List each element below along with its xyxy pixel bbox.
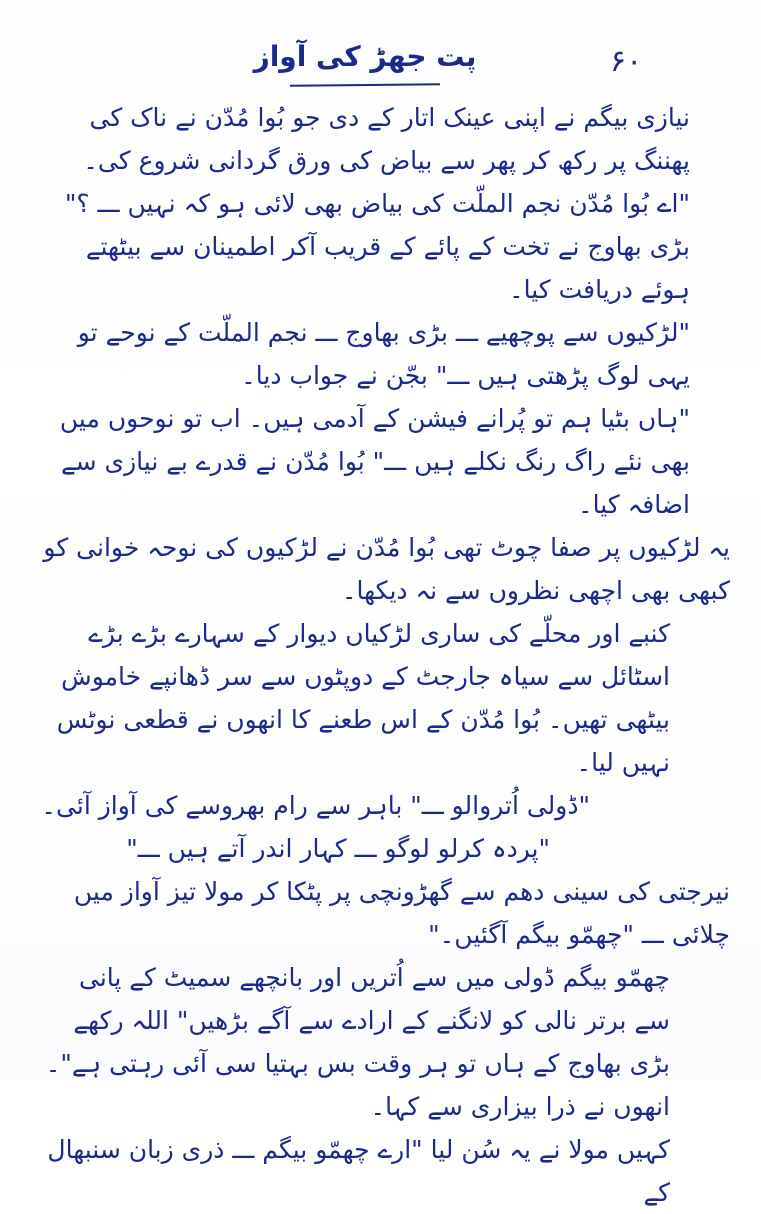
paragraph-5: یہ لڑکیوں پر صفا چوٹ تھی بُوا مُدّن نے لڑکیوں کی نوحہ خوانی کو کبھی بھی اچھی نظروں سے نہ دیکھا۔ bbox=[43, 533, 730, 605]
paragraph-10: چھمّو بیگم ڈولی میں سے اُتریں اور بانچھے سمیٹ کے پانی سے برتر نالی کو لانگنے کے ارادے سے آگے بڑھیں" اللہ رکھے بڑی بھاوج کے ہاں تو ہر وقت بس بہتیا سی آئی رہتی ہے"۔ انھوں نے ذرا بیزاری سے کہا۔ bbox=[45, 963, 670, 1121]
handwritten-text-body bbox=[40, 96, 730, 1214]
paragraph-2: "اے بُوا مُدّن نجم الملّت کی بیاض بھی لائی ہو کہ نہیں ـــ ؟" بڑی بھاوج نے تخت کے پائے کے قریب آکر اطمینان سے بیٹھتے ہوئے دریافت کیا۔ bbox=[64, 189, 690, 304]
paragraph-6: کنبے اور محلّے کی ساری لڑکیاں دیوار کے سہارے بڑے بڑے اسٹائل سے سیاہ جارجٹ کے دوپٹوں سے سر ڈھانپے خاموش بیٹھی تھیں۔ بُوا مُدّن کے اس طعنے کا انھوں نے قطعی نوٹس نہیں لیا۔ bbox=[56, 619, 670, 777]
paragraph-8: "پردہ کرلو لوگو ـــ کہار اندر آتے ہیں ـــ" bbox=[126, 834, 550, 863]
title-underline bbox=[290, 83, 440, 87]
paragraph-3: "لڑکیوں سے پوچھیے ـــ بڑی بھاوج ـــ نجم الملّت کے نوحے تو یہی لوگ پڑھتی ہیں ـــ" بجّن نے جواب دیا۔ bbox=[77, 318, 690, 390]
page-header bbox=[0, 30, 761, 90]
running-title: پت جھڑ کی آواز bbox=[253, 40, 477, 73]
paragraph-4: "ہاں بٹیا ہم تو پُرانے فیشن کے آدمی ہیں۔ اب تو نوحوں میں بھی نئے راگ رنگ نکلے ہیں ـــ" بُوا مُدّن نے قدرے بے نیازی سے اضافہ کیا۔ bbox=[59, 404, 690, 519]
paragraph-11: کہیں مولا نے یہ سُن لیا "ارے چھمّو بیگم ـــ ذری زبان سنبھال کے bbox=[47, 1135, 670, 1207]
paragraph-9: نیرجتی کی سینی دھم سے گھڑونچی پر پٹکا کر مولا تیز آواز میں چلائی ـــ "چھمّو بیگم آگئیں۔" bbox=[73, 877, 730, 949]
page-number: ۶۰ bbox=[610, 44, 643, 79]
paragraph-1: نیازی بیگم نے اپنی عینک اتار کے دی جو بُوا مُدّن نے ناک کی پھننگ پر رکھ کر پھر سے بیاض کی ورق گردانی شروع کی۔ bbox=[83, 103, 690, 175]
paragraph-7: "ڈولی اُتروالو ـــ" باہر سے رام بھروسے کی آواز آئی۔ bbox=[41, 791, 590, 820]
